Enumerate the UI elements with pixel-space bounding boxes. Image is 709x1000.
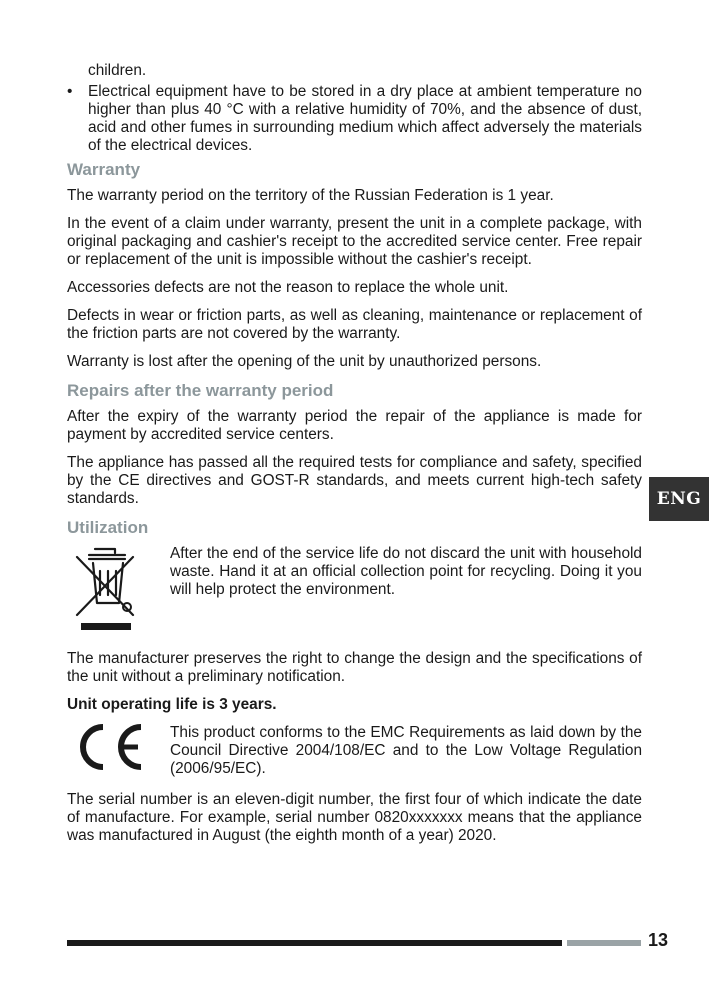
bullet-dot: • — [67, 83, 73, 100]
serial-number-info: The serial number is an eleven-digit number, the first four of which indicate the date of manufacture. For example, serial number 0820xxxxxxx means that the appliance was manufactured in August (the eighth month of a year) 2020. — [67, 791, 642, 844]
repairs-paragraph: The appliance has passed all the required tests for compliance and safety, specified by the CE directives and GOST-R standards, and meets current high-tech safety standards. — [67, 454, 642, 507]
language-tab: ENG — [649, 477, 709, 521]
footer-bar-grey — [567, 940, 641, 946]
ce-mark-icon — [67, 724, 170, 779]
manufacturer-notice: The manufacturer preserves the right to change the design and the specifications of the unit without a preliminary notification. — [67, 650, 642, 685]
operating-life: Unit operating life is 3 years. — [67, 696, 277, 713]
utilization-heading: Utilization — [67, 518, 149, 537]
storage-bullet-text: Electrical equipment have to be stored in a dry place at ambient temperature no higher than plus 40 °C with a relative humidity of 70%, and the absence of dust, acid and other fumes in surrounding medium which affect adversely the materials of the electrical devices. — [88, 83, 642, 154]
warranty-paragraph: Warranty is lost after the opening of the unit by unauthorized persons. — [67, 353, 542, 370]
page-content — [67, 62, 642, 855]
storage-continuation: children. — [88, 62, 147, 79]
utilization-text: After the end of the service life do not discard the unit with household waste. Hand it at an official collection point for recycling. Doing it you will help protect the environment. — [170, 545, 642, 598]
repairs-paragraph: After the expiry of the warranty period the repair of the appliance is made for payment by accredited service centers. — [67, 408, 642, 443]
ce-text: This product conforms to the EMC Requirements as laid down by the Council Directive 2004/108/EC and to the Low Voltage Regulation (2006/95/EC). — [170, 724, 642, 777]
ce-row — [67, 724, 642, 779]
warranty-paragraph: Accessories defects are not the reason to replace the whole unit. — [67, 279, 509, 296]
warranty-heading: Warranty — [67, 160, 141, 179]
page-number: 13 — [648, 930, 669, 950]
crossed-out-wheelie-bin-icon — [67, 545, 170, 638]
footer-bar-dark — [67, 940, 562, 946]
warranty-paragraph: In the event of a claim under warranty, present the unit in a complete package, with original packaging and cashier's receipt to the accredited service center. Free repair or replacement of the unit is impossible without the cashier's receipt. — [67, 215, 642, 268]
repairs-heading: Repairs after the warranty period — [67, 381, 334, 400]
warranty-paragraph: The warranty period on the territory of the Russian Federation is 1 year. — [67, 187, 554, 204]
storage-bullet — [67, 83, 642, 155]
utilization-row — [67, 545, 642, 638]
warranty-paragraph: Defects in wear or friction parts, as well as cleaning, maintenance or replacement of the friction parts are not covered by the warranty. — [67, 307, 642, 342]
